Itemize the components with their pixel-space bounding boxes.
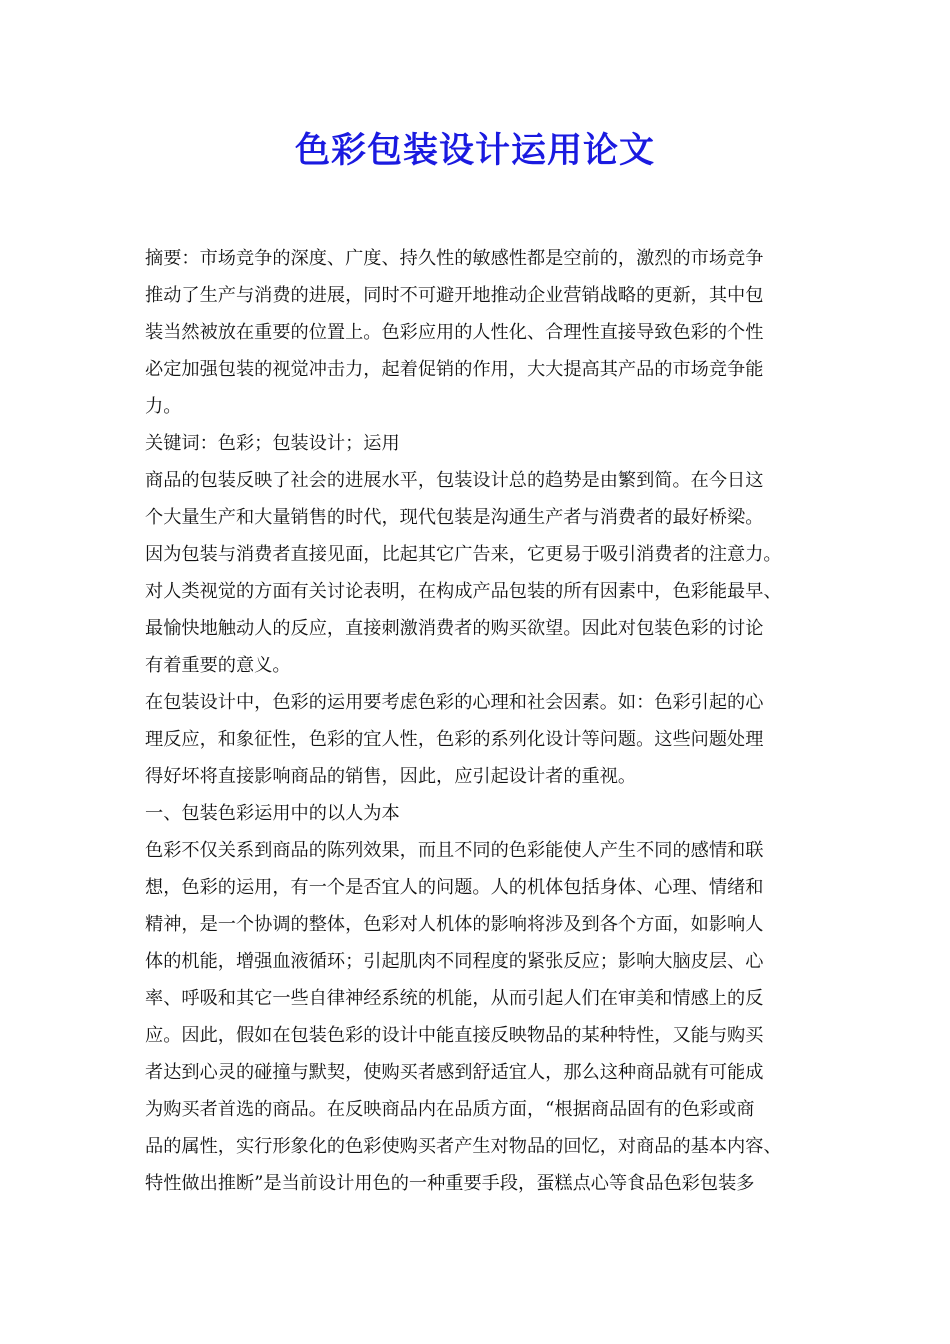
body-line: 最愉快地触动人的反应，直接刺激消费者的购买欲望。因此对包装色彩的讨论 [145,618,764,639]
body-line: 有着重要的意义。 [145,655,291,676]
body-line: 特性做出推断”是当前设计用色的一种重要手段，蛋糕点心等食品色彩包装多 [145,1173,755,1194]
body-line: 因为包装与消费者直接见面，比起其它广告来，它更易于吸引消费者的注意力。 [145,544,782,565]
body-line: 在包装设计中，色彩的运用要考虑色彩的心理和社会因素。如：色彩引起的心 [145,692,764,713]
body-line: 为购买者首选的商品。在反映商品内在品质方面，“根据商品固有的色彩或商 [145,1099,755,1120]
body-line: 应。因此，假如在包装色彩的设计中能直接反映物品的某种特性，又能与购买 [145,1025,764,1046]
body-line: 精神，是一个协调的整体，色彩对人机体的影响将涉及到各个方面，如影响人 [145,914,764,935]
body-line: 商品的包装反映了社会的进展水平，包装设计总的趋势是由繁到简。在今日这 [145,470,764,491]
body-line: 必定加强包装的视觉冲击力，起着促销的作用，大大提高其产品的市场竞争能 [145,359,764,380]
body-line: 者达到心灵的碰撞与默契，使购买者感到舒适宜人，那么这种商品就有可能成 [145,1062,764,1083]
body-line: 品的属性，实行形象化的色彩使购买者产生对物品的回忆，对商品的基本内容、 [145,1136,782,1157]
body-line: 理反应，和象征性，色彩的宜人性，色彩的系列化设计等问题。这些问题处理 [145,729,764,750]
section-heading: 一、包装色彩运用中的以人为本 [145,803,400,824]
body-line: 率、呼吸和其它一些自律神经系统的机能，从而引起人们在审美和情感上的反 [145,988,764,1009]
body-line: 推动了生产与消费的进展，同时不可避开地推动企业营销战略的更新，其中包 [145,285,764,306]
body-line: 体的机能，增强血液循环；引起肌肉不同程度的紧张反应；影响大脑皮层、心 [145,951,764,972]
document-body [145,240,810,1202]
body-line: 得好坏将直接影响商品的销售，因此，应引起设计者的重视。 [145,766,637,787]
keywords-line: 关键词：色彩；包装设计；运用 [145,433,400,454]
body-line: 想，色彩的运用，有一个是否宜人的问题。人的机体包括身体、心理、情绪和 [145,877,764,898]
body-line: 个大量生产和大量销售的时代，现代包装是沟通生产者与消费者的最好桥梁。 [145,507,764,528]
body-line: 对人类视觉的方面有关讨论表明，在构成产品包装的所有因素中，色彩能最早、 [145,581,782,602]
body-line: 装当然被放在重要的位置上。色彩应用的人性化、合理性直接导致色彩的个性 [145,322,764,343]
document-title: 色彩包装设计运用论文 [294,131,655,171]
body-line: 色彩不仅关系到商品的陈列效果，而且不同的色彩能使人产生不同的感情和联 [145,840,764,861]
body-line: 摘要：市场竞争的深度、广度、持久性的敏感性都是空前的，激烈的市场竞争 [145,248,764,269]
body-line: 力。 [145,396,182,417]
